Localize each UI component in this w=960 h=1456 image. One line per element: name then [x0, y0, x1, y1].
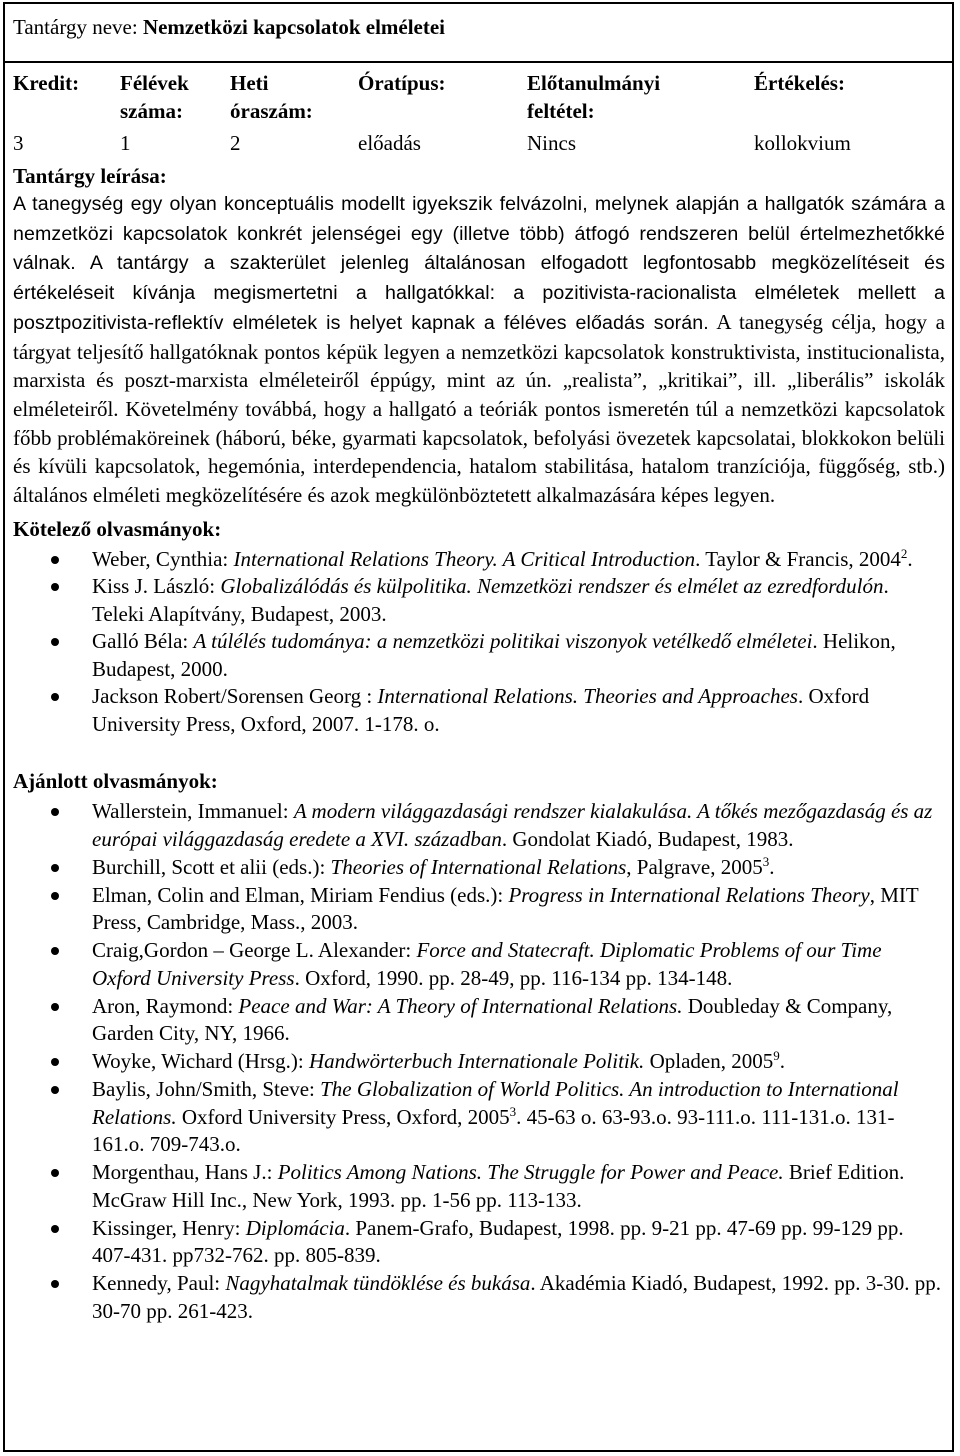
required-reading-heading: Kötelező olvasmányok:	[13, 516, 222, 541]
meta-value: 2	[230, 131, 241, 155]
reference-item	[13, 683, 945, 738]
reference-title: A modern világgazdasági rendszer kialakulása. A tőkés mezőgazdaság és az európai világgazdaság eredete a XVI. században	[92, 799, 933, 851]
reference-item	[13, 798, 945, 853]
reference-author: Morgenthau, Hans J.:	[92, 1160, 278, 1185]
reference-item	[13, 1215, 945, 1270]
reference-author: Wallerstein, Immanuel:	[92, 799, 294, 824]
reference-publication: , Palgrave, 2005	[626, 854, 763, 879]
reference-item	[13, 1159, 945, 1214]
reference-publication: . Oxford, 1990. pp. 28-49, pp. 116-134 pp. 134-148.	[294, 965, 733, 990]
required-reading-list	[13, 546, 945, 739]
reference-publication: Oxford University Press, Oxford, 2005	[176, 1104, 510, 1129]
meta-credit	[13, 69, 80, 155]
bullet-icon	[51, 1058, 59, 1066]
meta-header: Óratípus:	[358, 71, 446, 95]
reference-tail: . 45-63 o. 63-93.o. 93-111.o. 111-131.o. 131-161.o. 709-743.o.	[92, 1104, 895, 1157]
course-title: Nemzetközi kapcsolatok elméletei	[142, 15, 446, 39]
meta-value: 1	[120, 131, 131, 155]
reference-item	[13, 882, 945, 937]
reference-title: A túlélés tudománya: a nemzetközi politikai viszonyok vetélkedő elméletei	[193, 629, 813, 654]
course-content	[5, 163, 952, 1325]
description-part-1: A tanegység egy olyan konceptuális modellt igyekszik felvázolni, melynek alapján a hallgatók számára a nemzetközi kapcsolatok konkrét jelenségei egy (illetve több) átfogó rendszeren belül értelmezhetőkké válnak.	[13, 193, 945, 275]
reference-author: Aron, Raymond:	[92, 993, 239, 1018]
reference-publication: . Panem-Grafo, Budapest, 1998. pp. 9-21 pp. 47-69 pp. 99-129 pp. 407-431. pp732-762. pp. 805-839.	[92, 1215, 904, 1268]
recommended-reading-list	[13, 798, 945, 1325]
meta-value: Nincs	[527, 131, 576, 155]
course-title-label: Tantárgy neve:	[13, 15, 138, 39]
meta-semesters	[120, 69, 220, 155]
meta-value: kollokvium	[754, 131, 851, 155]
meta-header: Félévek száma:	[120, 71, 189, 123]
reference-title: International Relations Theory. A Critical Introduction	[233, 546, 696, 571]
reference-author: Baylis, John/Smith, Steve:	[92, 1077, 321, 1102]
reference-title: Peace and War: A Theory of International Relations.	[238, 993, 683, 1018]
reference-author: Weber, Cynthia:	[92, 546, 234, 571]
reference-author: Woyke, Wichard (Hrsg.):	[92, 1049, 309, 1074]
reference-title: Force and Statecraft. Diplomatic Problems of our Time Oxford University Press	[92, 938, 882, 990]
bullet-icon	[51, 638, 59, 646]
bullet-icon	[51, 1225, 59, 1233]
bullet-icon	[51, 892, 59, 900]
reference-publication: . Akadémia Kiadó, Budapest, 1992. pp. 3-30. pp. 30-70 pp. 261-423.	[92, 1271, 942, 1323]
bullet-icon	[51, 583, 59, 591]
reference-title: Diplomácia	[245, 1215, 345, 1240]
reference-publication: Doubleday & Company, Garden City, NY, 1966.	[92, 993, 893, 1046]
reference-publication: . Taylor & Francis, 2004	[695, 546, 901, 571]
reference-author: Burchill, Scott et alii (eds.):	[92, 854, 331, 879]
course-title-row	[5, 4, 952, 63]
reference-publication: Opladen, 2005	[644, 1049, 774, 1074]
bullet-icon	[51, 808, 59, 816]
reference-title: The Globalization of World Politics. An introduction to International Relations.	[92, 1077, 899, 1129]
reference-tail: .	[779, 1049, 785, 1074]
reference-title: Theories of International Relations	[330, 854, 627, 879]
bullet-icon	[51, 1169, 59, 1177]
reference-publication: . Oxford University Press, Oxford, 2007. 1-178. o.	[92, 684, 870, 736]
meta-value: előadás	[358, 131, 421, 155]
meta-class-type	[358, 69, 446, 155]
reference-publication: . Gondolat Kiadó, Budapest, 1983.	[501, 826, 794, 851]
bullet-icon	[51, 693, 59, 701]
reference-item	[13, 854, 945, 882]
reference-title: Progress in International Relations Theory	[508, 882, 870, 907]
bullet-icon	[51, 947, 59, 955]
reference-title: Globalizálódás és külpolitika. Nemzetközi rendszer és elmélet az ezredfordulón	[220, 574, 884, 599]
reference-item	[13, 628, 945, 683]
bullet-icon	[51, 1280, 59, 1288]
bullet-icon	[51, 556, 59, 564]
bullet-icon	[51, 864, 59, 872]
description-text	[13, 189, 945, 510]
reference-author: Kissinger, Henry:	[92, 1215, 246, 1240]
reference-author: Kennedy, Paul:	[92, 1271, 226, 1296]
reference-item	[13, 937, 945, 992]
reference-publication: . Teleki Alapítvány, Budapest, 2003.	[92, 574, 889, 626]
reference-publication: Brief Edition. McGraw Hill Inc., New York, 1993. pp. 1-56 pp. 113-133.	[92, 1160, 905, 1212]
reference-author: Galló Béla:	[92, 629, 194, 654]
reference-publication: , MIT Press, Cambridge, Mass., 2003.	[92, 882, 919, 935]
reference-tail: .	[907, 546, 913, 571]
meta-header: Előtanulmányi feltétel:	[527, 71, 661, 123]
meta-value: 3	[13, 131, 24, 155]
reference-item	[13, 1048, 945, 1076]
reference-edition: 3	[509, 1103, 517, 1119]
reference-title: Handwörterbuch Internationale Politik.	[308, 1049, 645, 1074]
meta-header: Kredit:	[13, 71, 80, 95]
course-meta-table	[5, 63, 952, 157]
meta-prerequisite	[527, 69, 707, 155]
reference-item	[13, 546, 945, 574]
reference-item	[13, 1270, 945, 1325]
course-sheet	[3, 2, 954, 1452]
reference-publication: . Helikon, Budapest, 2000.	[92, 629, 896, 681]
reference-edition: 3	[762, 853, 770, 869]
description-part-3: A tanegység célja, hogy a tárgyat teljesítő hallgatóknak pontos képük legyen a nemzetközi kapcsolatok konstruktivista, institucionalista, marxista és poszt-marxista elméleteiről éppúgy, mint az ún. „realista”, „kritikai”, ill. „liberális” iskolák elméleteiről. Követelmény továbbá, hogy a hallgató a teóriák pontos ismeretén túl a nemzetközi kapcsolatok főbb problémaköreinek (háború, béke, gyarmati kapcsolatok, befolyási övezetek kapcsolatai, blokkokon belüli és kívüli kapcsolatok, hegemónia, interdependencia, hatalom stabilitása, hatalom tranzíciója, függőség, stb.) általános elméleti megközelítésére és azok megkülönböztetett alkalmazására képes legyen.	[13, 309, 945, 508]
description-part-2: A tantárgy a szakterület jelenleg általánosan elfogadott legfontosabb megközelítéseit és értékeléseit kívánja megismertetni a hallgatókkal: a pozitivista-racionalista elméletek mellett a posztpozitivista-reflektív elméletek is helyet kapnak a féléves előadás során.	[13, 252, 945, 334]
recommended-reading-heading: Ajánlott olvasmányok:	[13, 769, 218, 794]
reference-tail: .	[769, 854, 775, 879]
meta-header: Értékelés:	[754, 71, 845, 95]
reference-author: Elman, Colin and Elman, Miriam Fendius (eds.):	[92, 882, 509, 907]
bullet-icon	[51, 1086, 59, 1094]
reference-item	[13, 1076, 945, 1159]
meta-header: Heti óraszám:	[230, 71, 313, 123]
meta-assessment	[754, 69, 851, 155]
reference-item	[13, 573, 945, 628]
reference-author: Jackson Robert/Sorensen Georg :	[92, 684, 378, 709]
reference-title: Politics Among Nations. The Struggle for Power and Peace.	[277, 1160, 784, 1185]
reference-title: International Relations. Theories and Approaches	[377, 684, 798, 709]
reference-author: Kiss J. László:	[92, 574, 221, 599]
meta-weekly-hours	[230, 69, 340, 155]
description-heading: Tantárgy leírása:	[13, 164, 167, 188]
reference-item	[13, 993, 945, 1048]
reference-title: Nagyhatalmak tündöklése és bukása	[225, 1271, 531, 1296]
reference-edition: 2	[900, 545, 908, 561]
reference-author: Craig,Gordon – George L. Alexander:	[92, 938, 417, 963]
reference-edition: 9	[773, 1048, 780, 1064]
bullet-icon	[51, 1003, 59, 1011]
